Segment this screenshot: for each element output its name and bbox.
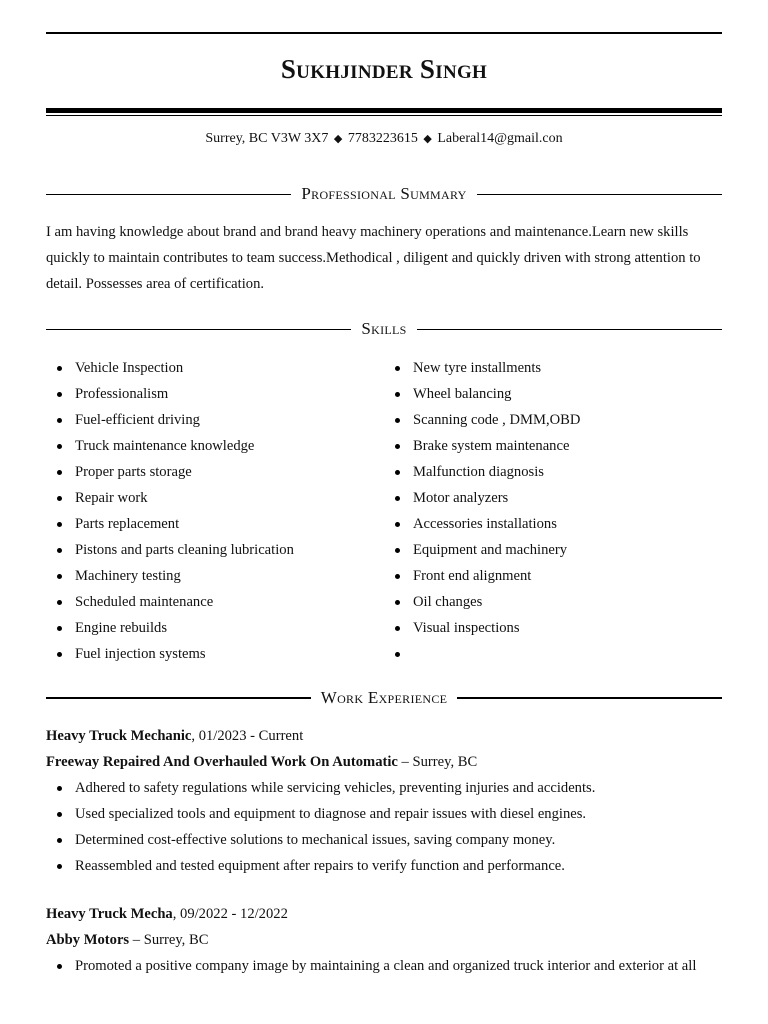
job-location: – Surrey, BC <box>397 754 478 770</box>
skill-item: Malfunction diagnosis <box>392 459 580 485</box>
experience-section-header <box>46 688 722 708</box>
skill-item: Motor analyzers <box>392 485 580 511</box>
job-company: Abby Motors <box>46 932 130 948</box>
skill-item: Equipment and machinery <box>392 537 580 563</box>
skill-item: Vehicle Inspection <box>54 355 294 381</box>
skills-list-left <box>54 355 294 667</box>
candidate-name: Sukhjinder Singh <box>280 54 488 84</box>
summary-section-title: Professional Summary <box>301 184 467 203</box>
job-company: Freeway Repaired And Overhauled Work On Automatic <box>46 754 398 770</box>
skill-item: New tyre installments <box>392 355 580 381</box>
skill-item: Parts replacement <box>54 511 294 537</box>
section-rule-left <box>46 697 311 699</box>
skill-item: Scheduled maintenance <box>54 589 294 615</box>
section-rule-right <box>477 194 722 195</box>
section-rule-right <box>457 697 722 699</box>
skill-item: Proper parts storage <box>54 459 294 485</box>
skill-item: Brake system maintenance <box>392 433 580 459</box>
job-entry <box>46 723 728 879</box>
contact-email[interactable]: Laberal14@gmail.con <box>437 131 563 146</box>
job-bullet: Adhered to safety regulations while servicing vehicles, preventing injuries and accidents. <box>54 775 728 801</box>
skill-item-empty <box>392 641 580 667</box>
skill-item: Machinery testing <box>54 563 294 589</box>
skill-item: Engine rebuilds <box>54 615 294 641</box>
skill-item: Wheel balancing <box>392 381 580 407</box>
diamond-separator-icon: ◆ <box>423 133 432 145</box>
skill-item: Oil changes <box>392 589 580 615</box>
section-rule-left <box>46 194 291 195</box>
summary-section-header <box>46 184 722 204</box>
job-company-line <box>46 749 728 775</box>
job-title-line <box>46 723 728 749</box>
skill-item: Pistons and parts cleaning lubrication <box>54 537 294 563</box>
header-thick-divider <box>46 108 722 113</box>
skill-item: Accessories installations <box>392 511 580 537</box>
contact-phone: 7783223615 <box>347 131 418 146</box>
experience-section-title: Work Experience <box>320 688 448 707</box>
job-dates: , 01/2023 - Current <box>191 728 304 744</box>
summary-text: I am having knowledge about brand and brand heavy machinery operations and maintenance.Learn new skills quickly to maintain contributes to team success.Methodical , diligent and quickly driven with strong attention to detail. Possesses area of certification. <box>46 224 701 292</box>
job-title-line <box>46 901 728 927</box>
section-rule-left <box>46 329 351 330</box>
job-dates: , 09/2022 - 12/2022 <box>172 906 288 922</box>
job-bullet: Determined cost-effective solutions to mechanical issues, saving company money. <box>54 827 728 853</box>
job-company-line <box>46 927 728 953</box>
header-thin-divider <box>46 115 722 116</box>
job-bullet: Reassembled and tested equipment after repairs to verify function and performance. <box>54 853 728 879</box>
skill-item: Professionalism <box>54 381 294 407</box>
job-bullets <box>46 775 728 879</box>
contact-address: Surrey, BC V3W 3X7 <box>205 131 329 146</box>
section-rule-right <box>417 329 722 330</box>
skill-item: Scanning code , DMM,OBD <box>392 407 580 433</box>
skill-item: Front end alignment <box>392 563 580 589</box>
skills-section-header <box>46 319 722 339</box>
job-role: Heavy Truck Mechanic <box>46 728 192 744</box>
skills-section-title: Skills <box>361 319 407 338</box>
job-bullet: Promoted a positive company image by maintaining a clean and organized truck interior and exterior at all <box>54 953 728 979</box>
skill-item: Fuel-efficient driving <box>54 407 294 433</box>
skills-list-right <box>392 355 580 667</box>
job-bullet: Used specialized tools and equipment to diagnose and repair issues with diesel engines. <box>54 801 728 827</box>
skill-item: Fuel injection systems <box>54 641 294 667</box>
top-divider <box>46 32 722 34</box>
skill-item: Visual inspections <box>392 615 580 641</box>
job-bullets <box>46 953 728 979</box>
job-entry <box>46 901 728 979</box>
skill-item: Repair work <box>54 485 294 511</box>
job-location: – Surrey, BC <box>129 932 209 948</box>
contact-line <box>0 131 768 147</box>
job-role: Heavy Truck Mecha <box>46 906 173 922</box>
diamond-separator-icon: ◆ <box>333 133 343 145</box>
skill-item: Truck maintenance knowledge <box>54 433 294 459</box>
